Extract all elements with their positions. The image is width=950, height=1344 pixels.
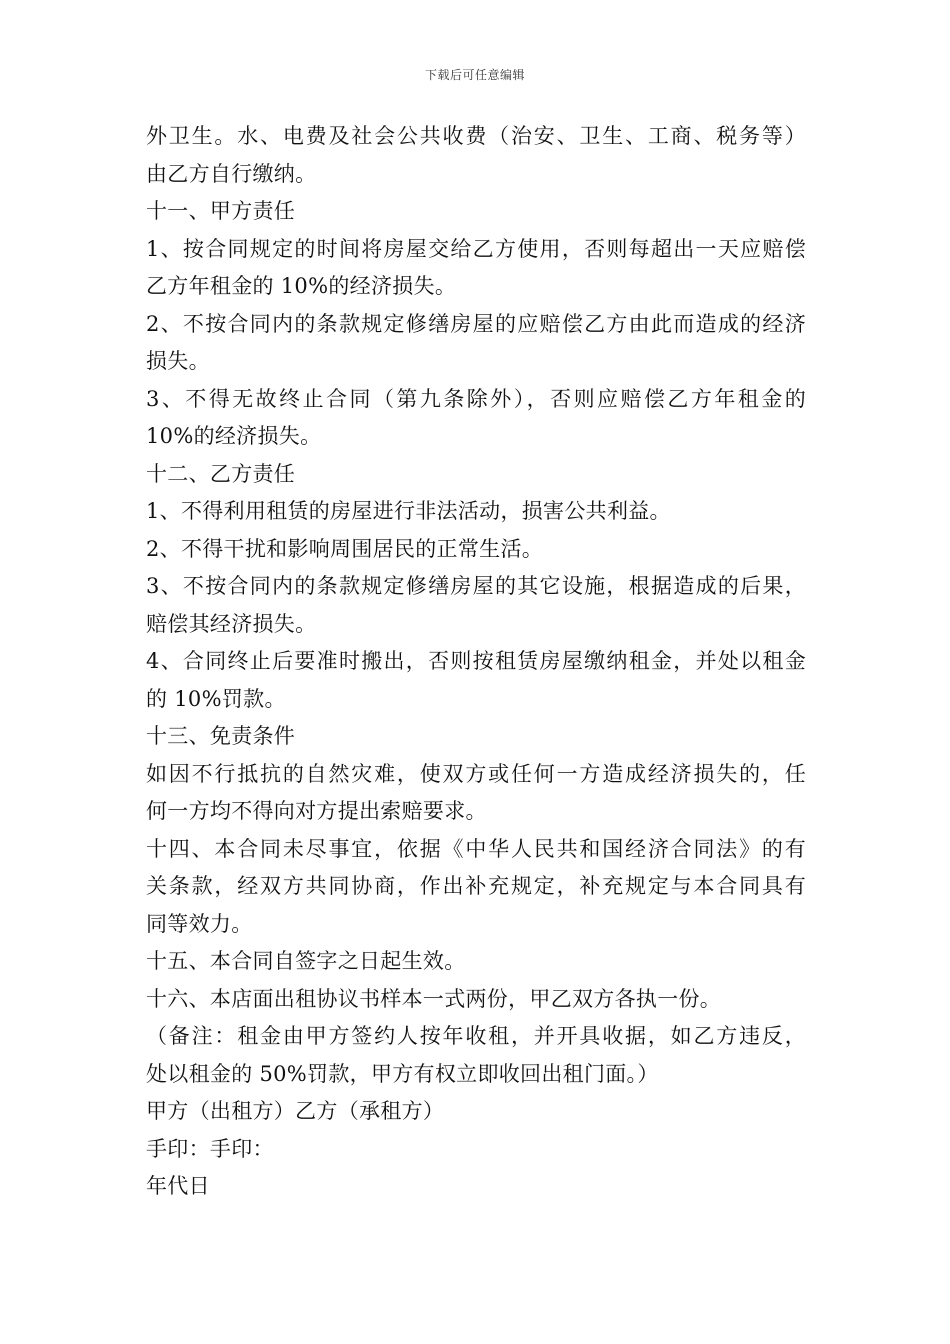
- signature-seal: 手印：手印：: [146, 1136, 274, 1161]
- text-line: 关条款，经双方共同协商，作出补充规定，补充规定与本合同具有: [146, 874, 806, 898]
- text-line: 3、不按合同内的条款规定修缮房屋的其它设施，根据造成的后果，: [146, 574, 806, 598]
- text-line: 外卫生。水、电费及社会公共收费（治安、卫生、工商、税务等）: [146, 124, 806, 148]
- text-line: 何一方均不得向对方提出索赔要求。: [146, 799, 487, 823]
- text-line: 1、不得利用租赁的房屋进行非法活动，损害公共利益。: [146, 499, 671, 523]
- text-line: 十六、本店面出租协议书样本一式两份，甲乙双方各执一份。: [146, 986, 722, 1011]
- section-heading: 十二、乙方责任: [146, 461, 296, 486]
- text-line: 2、不按合同内的条款规定修缮房屋的应赔偿乙方由此而造成的经济: [146, 311, 806, 336]
- signature-date: 年代日: [146, 1174, 210, 1198]
- text-line: 3、不得无故终止合同（第九条除外），否则应赔偿乙方年租金的: [146, 386, 806, 411]
- text-line: 如因不行抵抗的自然灾难，使双方或任何一方造成经济损失的，任: [146, 761, 806, 786]
- text-line: 同等效力。: [146, 911, 253, 936]
- section-heading: 十一、甲方责任: [146, 199, 296, 223]
- text-line: 赔偿其经济损失。: [146, 611, 317, 636]
- text-line: 4、合同终止后要准时搬出，否则按租赁房屋缴纳租金，并处以租金: [146, 649, 806, 673]
- signature-parties: 甲方（出租方）乙方（承租方）: [146, 1099, 445, 1123]
- text-line: 处以租金的 50%罚款，甲方有权立即收回出租门面。）: [146, 1061, 659, 1086]
- text-line: 由乙方自行缴纳。: [146, 161, 317, 186]
- text-line: 十四、本合同未尽事宜，依据《中华人民共和国经济合同法》的有: [146, 836, 806, 861]
- text-line: 1、按合同规定的时间将房屋交给乙方使用，否则每超出一天应赔偿: [146, 236, 806, 261]
- text-line: 损失。: [146, 349, 210, 373]
- text-line: （备注：租金由甲方签约人按年收租，并开具收据，如乙方违反，: [146, 1024, 806, 1048]
- section-heading: 十三、免责条件: [146, 724, 296, 748]
- page-header-note: 下载后可任意编辑: [424, 68, 525, 82]
- text-line: 的 10%罚款。: [146, 686, 286, 711]
- text-line: 2、不得干扰和影响周围居民的正常生活。: [146, 536, 544, 561]
- text-line: 十五、本合同自签字之日起生效。: [146, 949, 466, 973]
- text-line: 乙方年租金的 10%的经济损失。: [146, 274, 457, 298]
- document-body: [146, 118, 806, 1206]
- text-line: 10%的经济损失。: [146, 424, 322, 448]
